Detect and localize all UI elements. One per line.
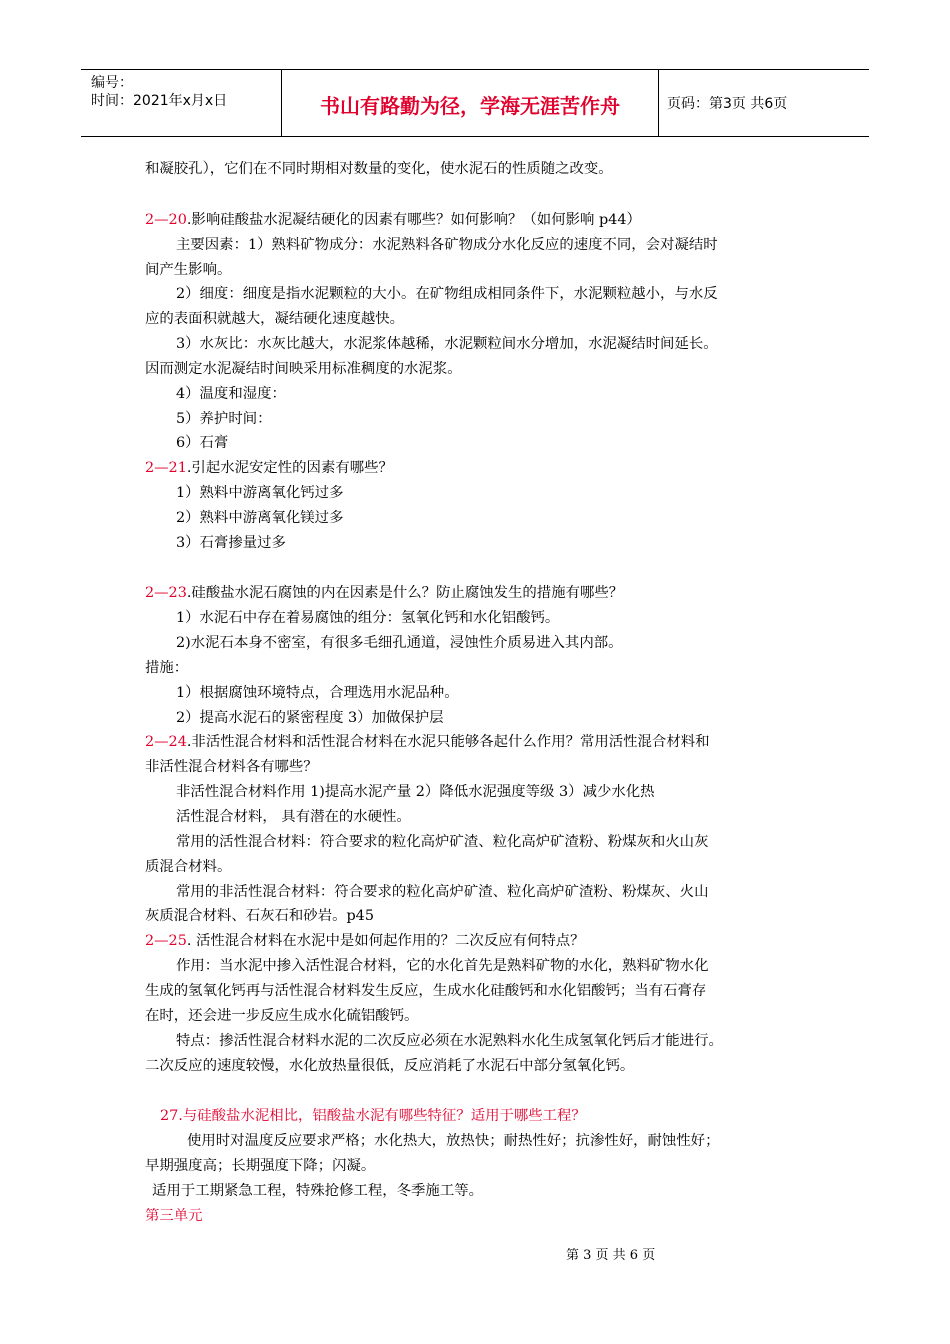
text-line: 质混合材料。 xyxy=(145,859,232,875)
text-line: 2）熟料中游离氧化镁过多 xyxy=(176,510,344,526)
question-number: 2—24 xyxy=(145,734,187,750)
text-line: 常用的活性混合材料：符合要求的粒化高炉矿渣、粒化高炉矿渣粉、粉煤灰和火山灰 xyxy=(176,834,709,850)
text-line: 1）水泥石中存在着易腐蚀的组分：氢氧化钙和水化铝酸钙。 xyxy=(176,610,560,626)
section-heading: 第三单元 xyxy=(145,1208,203,1224)
question-2-23 xyxy=(145,584,623,602)
motto: 书山有路勤为径，学海无涯苦作舟 xyxy=(320,94,620,118)
question-27: 27.与硅酸盐水泥相比，铝酸盐水泥有哪些特征？适用于哪些工程？ xyxy=(160,1108,586,1124)
text-line: 特点：掺活性混合材料水泥的二次反应必须在水泥熟料水化生成氢氧化钙后才能进行。 xyxy=(176,1033,723,1049)
text-line: 非活性混合材料作用 1)提高水泥产量 2）降低水泥强度等级 3）减少水化热 xyxy=(176,784,655,800)
text-line: 因而测定水泥凝结时间映采用标准稠度的水泥浆。 xyxy=(145,361,462,377)
question-number: 2—23 xyxy=(145,585,187,601)
text-line: 作用：当水泥中掺入活性混合材料，它的水化首先是熟料矿物的水化，熟料矿物水化 xyxy=(176,958,709,974)
text-line: 非活性混合材料各有哪些？ xyxy=(145,759,318,775)
question-text: .硅酸盐水泥石腐蚀的内在因素是什么？防止腐蚀发生的措施有哪些？ xyxy=(186,585,624,601)
question-number: 2—25 xyxy=(145,933,187,949)
text-line: 间产生影响。 xyxy=(145,262,232,278)
text-line: 应的表面积就越大，凝结硬化速度越快。 xyxy=(145,311,405,327)
text-line: 活性混合材料， 具有潜在的水硬性。 xyxy=(176,809,411,825)
text-line: 3）水灰比：水灰比越大，水泥浆体越稀，水泥颗粒间水分增加，水泥凝结时间延长。 xyxy=(176,336,718,352)
text-line: 4）温度和湿度： xyxy=(176,386,286,402)
page-label: 页码：第3页 共6页 xyxy=(667,96,788,112)
text-line: 和凝胶孔），它们在不同时期相对数量的变化，使水泥石的性质随之改变。 xyxy=(145,161,613,177)
question-2-20 xyxy=(145,211,641,229)
text-line: 3）石膏掺量过多 xyxy=(176,535,286,551)
date-label: 时间：2021年x月x日 xyxy=(91,93,228,109)
question-2-24 xyxy=(145,733,710,751)
text-line: 1）根据腐蚀环境特点，合理选用水泥品种。 xyxy=(176,685,459,701)
text-line: 在时，还会进一步反应生成水化硫铝酸钙。 xyxy=(145,1008,419,1024)
question-number: 2—20 xyxy=(145,212,187,228)
page-footer: 第 3 页 共 6 页 xyxy=(566,1248,656,1263)
text-line: 主要因素：1）熟料矿物成分：水泥熟料各矿物成分水化反应的速度不同，会对凝结时 xyxy=(176,237,718,253)
header-page-cell xyxy=(658,70,869,136)
question-text: .非活性混合材料和活性混合材料在水泥只能够各起什么作用？常用活性混合材料和 xyxy=(186,734,710,750)
document-header xyxy=(81,69,869,137)
text-line: 措施： xyxy=(145,660,189,676)
text-line: 使用时对温度反应要求严格；水化热大，放热快；耐热性好；抗渗性好，耐蚀性好； xyxy=(187,1133,720,1149)
question-2-25 xyxy=(145,932,585,950)
text-line: 常用的非活性混合材料：符合要求的粒化高炉矿渣、粒化高炉矿渣粉、粉煤灰、火山 xyxy=(176,884,709,900)
text-line: 1）熟料中游离氧化钙过多 xyxy=(176,485,344,501)
text-line: 早期强度高；长期强度下降；闪凝。 xyxy=(145,1158,376,1174)
serial-label: 编号： xyxy=(91,75,133,91)
question-text: .引起水泥安定性的因素有哪些？ xyxy=(186,460,393,476)
question-2-21 xyxy=(145,459,393,477)
text-line: 5）养护时间： xyxy=(176,411,272,427)
text-line: 灰质混合材料、石灰石和砂岩。p45 xyxy=(145,908,374,924)
text-line: 2)水泥石本身不密室，有很多毛细孔通道，浸蚀性介质易进入其内部。 xyxy=(176,635,623,651)
question-text: . 活性混合材料在水泥中是如何起作用的？二次反应有何特点？ xyxy=(186,933,585,949)
text-line: 二次反应的速度较慢，水化放热量很低，反应消耗了水泥石中部分氢氧化钙。 xyxy=(145,1058,635,1074)
text-line: 适用于工期紧急工程，特殊抢修工程，冬季施工等。 xyxy=(152,1183,483,1199)
text-line: 6）石膏 xyxy=(176,435,229,451)
header-meta-cell xyxy=(81,70,281,136)
text-line: 生成的氢氧化钙再与活性混合材料发生反应，生成水化硅酸钙和水化铝酸钙；当有石膏存 xyxy=(145,983,707,999)
text-line: 2）提高水泥石的紧密程度 3）加做保护层 xyxy=(176,710,444,726)
question-text: .影响硅酸盐水泥凝结硬化的因素有哪些？如何影响？（如何影响 p44） xyxy=(186,212,641,228)
text-line: 2）细度：细度是指水泥颗粒的大小。在矿物组成相同条件下，水泥颗粒越小，与水反 xyxy=(176,286,718,302)
question-number: 2—21 xyxy=(145,460,187,476)
header-motto-cell xyxy=(281,70,659,136)
